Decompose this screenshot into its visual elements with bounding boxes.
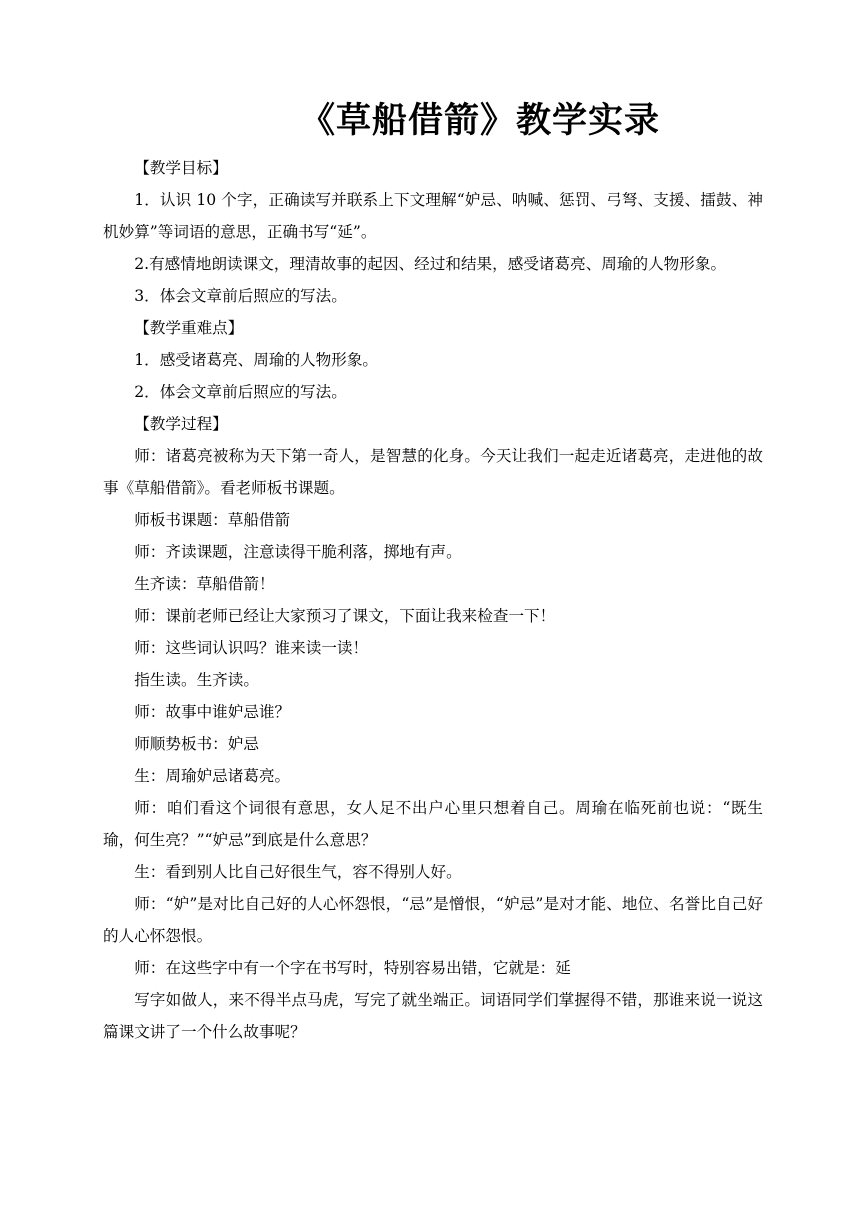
dialogue-line: 写字如做人，来不得半点马虎，写完了就坐端正。词语同学们掌握得不错，那谁来说一说这篇课文讲了一个什么故事呢？: [103, 991, 763, 1041]
dialogue-line: 生：周瑜妒忌诸葛亮。: [134, 767, 291, 785]
dialogue-line: 师：“妒”是对比自己好的人心怀怨恨，“忌”是憎恨，“妒忌”是对才能、地位、名誉比自己好的人心怀怨恨。: [103, 895, 763, 945]
objective-1: 1．认识 10 个字，正确读写并联系上下文理解“妒忌、呐喊、惩罚、弓弩、支援、擂鼓、神机妙算”等词语的意思，正确书写“延”。: [103, 191, 763, 241]
section-heading-key-points: 【教学重难点】: [134, 319, 244, 337]
key-point-2: 2．体会文章前后照应的写法。: [134, 383, 347, 401]
dialogue-line: 师：在这些字中有一个字在书写时，特别容易出错，它就是：延: [134, 959, 571, 977]
dialogue-line: 师：课前老师已经让大家预习了课文，下面让我来检查一下！: [134, 607, 556, 625]
dialogue-line: 师板书课题：草船借箭: [134, 511, 291, 529]
section-heading-objectives: 【教学目标】: [134, 159, 228, 177]
dialogue-line: 师：这些词认识吗？谁来读一读！: [134, 639, 369, 657]
dialogue-line: 生：看到别人比自己好很生气，容不得别人好。: [134, 863, 462, 881]
dialogue-line: 师：齐读课题，注意读得干脆利落，掷地有声。: [134, 543, 462, 561]
objective-3: 3．体会文章前后照应的写法。: [134, 287, 347, 305]
document-title: 《草船借箭》教学实录: [300, 101, 661, 141]
key-point-1: 1．感受诸葛亮、周瑜的人物形象。: [134, 351, 379, 369]
dialogue-line: 师顺势板书：妒忌: [134, 735, 259, 753]
dialogue-line: 师：故事中谁妒忌谁？: [134, 703, 291, 721]
document-body: [103, 152, 763, 1048]
dialogue-line: 指生读。生齐读。: [134, 671, 259, 689]
dialogue-line: 师：咱们看这个词很有意思，女人足不出户心里只想着自己。周瑜在临死前也说：“既生瑜，何生亮？”“妒忌”到底是什么意思？: [103, 799, 763, 849]
section-heading-process: 【教学过程】: [134, 415, 228, 433]
objective-2: 2.有感情地朗读课文，理清故事的起因、经过和结果，感受诸葛亮、周瑜的人物形象。: [134, 255, 727, 273]
dialogue-line: 生齐读：草船借箭！: [134, 575, 275, 593]
dialogue-line: 师：诸葛亮被称为天下第一奇人，是智慧的化身。今天让我们一起走近诸葛亮，走进他的故事《草船借箭》。看老师板书课题。: [103, 447, 763, 497]
